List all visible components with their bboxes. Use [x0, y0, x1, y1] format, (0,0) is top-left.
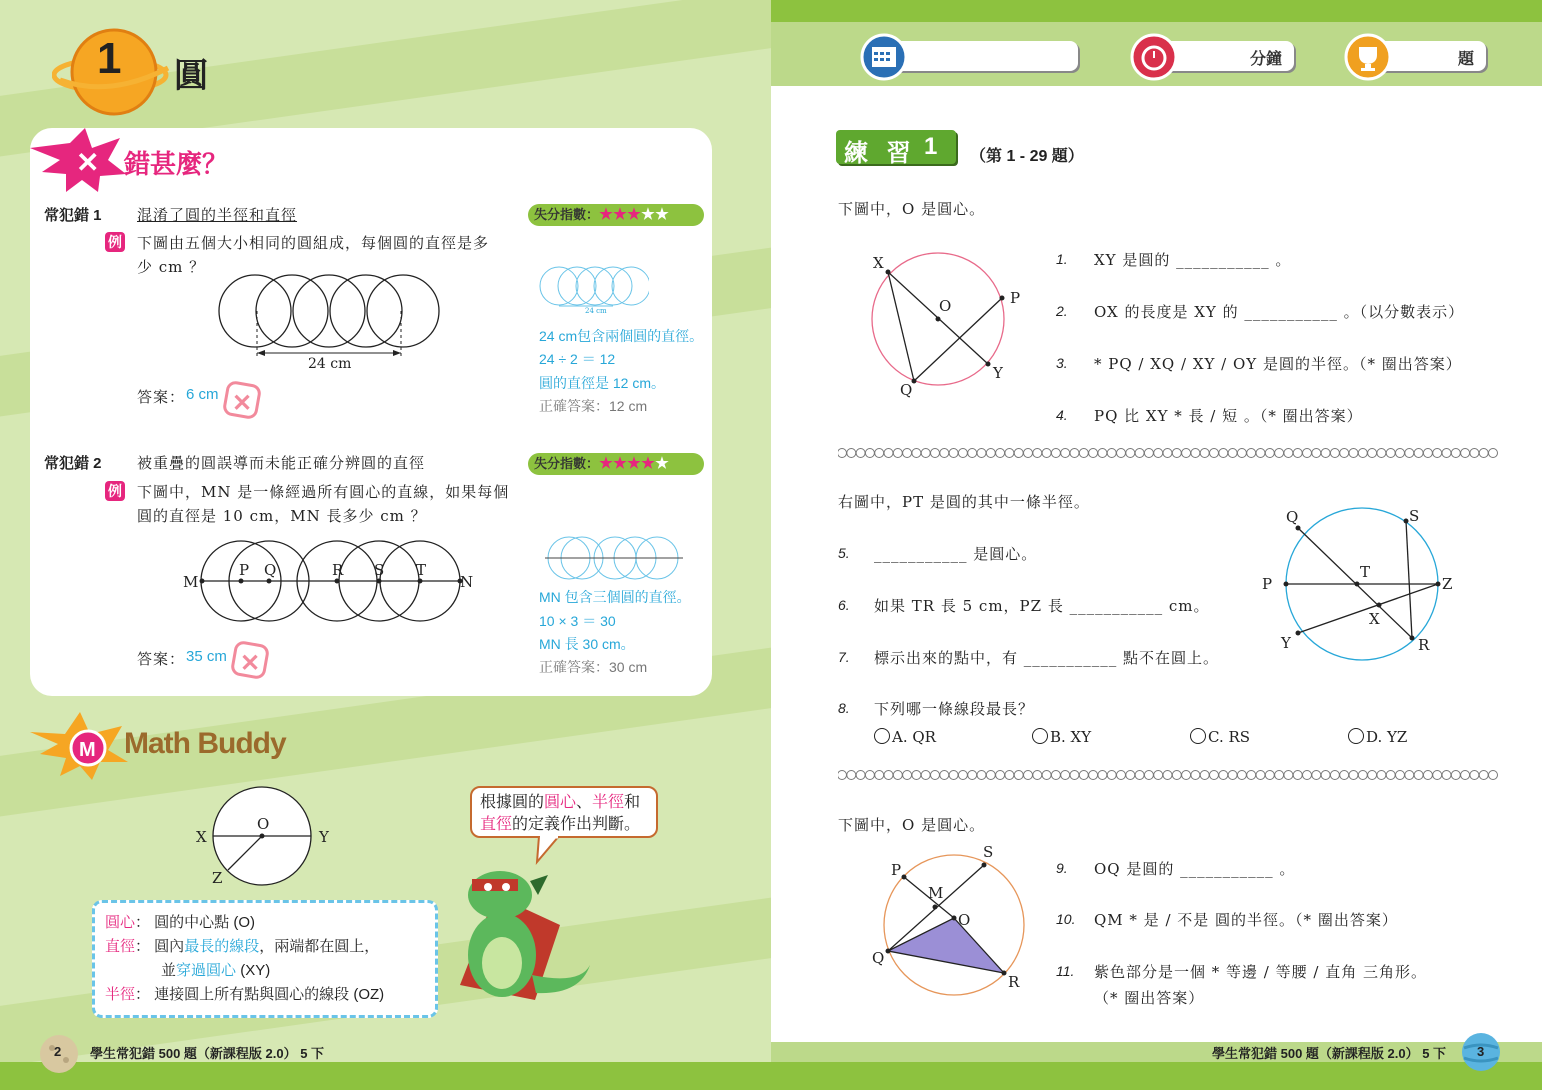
- question-number: 1.: [1056, 251, 1068, 267]
- circle-figure-1: [866, 248, 1011, 393]
- label-o: O: [958, 911, 971, 929]
- label-z: Z: [1442, 575, 1453, 593]
- radio-button[interactable]: [1032, 728, 1048, 744]
- question-number: 4.: [1056, 407, 1068, 423]
- circle-z-label: Z: [212, 869, 223, 887]
- question-5[interactable]: ___________ 是圓心。: [874, 545, 1038, 563]
- question-number: 11.: [1056, 963, 1075, 979]
- error2-explain2: 10 × 3 ＝ 30: [539, 613, 616, 629]
- error2-label: 常犯錯 2: [44, 455, 102, 472]
- rating-stars: [599, 456, 669, 471]
- circle-center-label: O: [257, 815, 270, 833]
- trophy-icon: [1344, 33, 1392, 81]
- definition-text: (XY): [236, 962, 271, 979]
- error1-explain2: 24 ÷ 2 ＝ 12: [539, 351, 616, 367]
- question-2[interactable]: OX 的長度是 XY 的 ___________ 。（以分數表示）: [1094, 303, 1465, 321]
- label-s: S: [1409, 507, 1420, 525]
- section-divider: [838, 768, 1498, 782]
- hint-speech-bubble: [470, 786, 658, 838]
- star-empty-icon: ★: [655, 206, 669, 223]
- term-diameter: 直徑: [105, 938, 136, 955]
- error2-explain1: MN 包含三個圓的直徑。: [539, 589, 691, 605]
- bubble-text: 根據圓的: [480, 794, 545, 811]
- calendar-icon: [860, 33, 908, 81]
- footer-text: 學生常犯錯 500 題（新課程版 2.0） 5 下: [1212, 1046, 1447, 1061]
- error1-question-line2: 少 cm ？: [137, 258, 206, 276]
- answer-label: 答案：: [137, 650, 186, 668]
- question-number: 9.: [1056, 860, 1068, 876]
- answer-label: 答案：: [137, 388, 186, 406]
- question-number: 2.: [1056, 303, 1068, 319]
- error1-explain1: 24 cm包含兩個圓的直徑。: [539, 328, 704, 344]
- question-number: 6.: [838, 597, 850, 613]
- svg-text:✕: ✕: [240, 650, 261, 677]
- definition-text: ： 圓的中心點 (O): [135, 914, 256, 931]
- top-bar: [771, 0, 1542, 22]
- svg-text:M: M: [79, 739, 96, 761]
- label-p: P: [1010, 289, 1021, 307]
- question-9[interactable]: OQ 是圓的 ___________ 。: [1094, 860, 1296, 878]
- option-label: D. YZ: [1366, 728, 1408, 746]
- error2-rating: [528, 453, 704, 475]
- label-m: M: [928, 884, 944, 902]
- term-radius: 半徑: [105, 986, 136, 1003]
- radio-button[interactable]: [874, 728, 890, 744]
- rating-stars: [599, 207, 669, 222]
- bubble-term: 圓心: [544, 794, 577, 811]
- footer-text: 學生常犯錯 500 題（新課程版 2.0） 5 下: [90, 1046, 325, 1061]
- point-label: N: [460, 573, 474, 591]
- error2-title: 被重疊的圓誤導而未能正確分辨圓的直徑: [137, 454, 426, 472]
- label-y: Y: [993, 364, 1003, 382]
- mini-measure-label: 24 cm: [585, 307, 607, 315]
- star-filled-icon: ★: [641, 455, 655, 472]
- definition-highlight: 最長的線段: [184, 938, 260, 955]
- star-filled-icon: ★: [627, 206, 641, 223]
- error2-explain3: MN 長 30 cm。: [539, 636, 635, 652]
- star-empty-icon: ★: [641, 206, 655, 223]
- label-y: Y: [1281, 634, 1291, 652]
- option-b[interactable]: [1032, 728, 1091, 746]
- error1-question-line1: 下圖由五個大小相同的圓組成，每個圓的直徑是多: [137, 234, 490, 252]
- label-p: P: [891, 861, 902, 879]
- point-label: P: [239, 561, 250, 579]
- footer-bar: [771, 1062, 1542, 1090]
- option-label: B. XY: [1050, 728, 1092, 746]
- question-number: 10.: [1056, 911, 1076, 927]
- question-10[interactable]: QM * 是 / 不是 圓的半徑。（* 圈出答案）: [1094, 911, 1398, 929]
- practice-range: （第 1 - 29 題）: [970, 148, 1084, 165]
- term-center: 圓心: [105, 914, 136, 931]
- chapter-number: 1: [97, 34, 122, 83]
- label-r: R: [1008, 973, 1020, 991]
- label-o: O: [939, 297, 952, 315]
- star-filled-icon: ★: [627, 455, 641, 472]
- definition-text: ： 圓內: [135, 938, 185, 955]
- error1-explain3: 圓的直徑是 12 cm。: [539, 375, 666, 391]
- dinosaur-mascot-icon: [440, 855, 600, 1015]
- question-3[interactable]: * PQ / XQ / XY / OY 是圓的半徑。（* 圈出答案）: [1094, 355, 1462, 373]
- label-x: X: [873, 254, 884, 272]
- error2-question-line1: 下圖中，MN 是一條經過所有圓心的直線，如果每個: [137, 483, 510, 501]
- point-label: S: [374, 561, 385, 579]
- question-6[interactable]: 如果 TR 長 5 cm，PZ 長 ___________ cm。: [874, 597, 1210, 615]
- math-buddy-badge-icon: [30, 712, 130, 780]
- wrong-mark-icon: [222, 380, 262, 420]
- bubble-text: 、: [576, 794, 593, 811]
- question-8: 下列哪一條線段最長？: [874, 700, 1035, 718]
- timer-icon: [1130, 33, 1178, 81]
- bubble-text: 的定義作出判斷。: [512, 816, 641, 833]
- bubble-term: 直徑: [480, 816, 513, 833]
- intro-1: 下圖中，O 是圓心。: [838, 200, 986, 218]
- label-t: T: [1360, 563, 1371, 581]
- bubble-text: 和: [624, 794, 641, 811]
- label-q: Q: [872, 949, 885, 967]
- error2-answer: 35 cm: [186, 648, 227, 665]
- wrong-mark-icon: [230, 640, 270, 680]
- buddy-title: Math Buddy: [124, 727, 286, 760]
- circle-y-label: Y: [319, 828, 329, 846]
- error1-title: 混淆了圓的半徑和直徑: [137, 206, 298, 224]
- question-11[interactable]: 紫色部分是一個 * 等邊 / 等腰 / 直角 三角形。: [1094, 963, 1427, 981]
- star-filled-icon: ★: [599, 455, 613, 472]
- label-s: S: [983, 843, 994, 861]
- error1-label: 常犯錯 1: [44, 207, 102, 224]
- error1-answer: 6 cm: [186, 386, 219, 403]
- svg-text:✕: ✕: [76, 147, 100, 178]
- option-a[interactable]: [874, 728, 936, 746]
- option-label: A. QR: [892, 728, 936, 746]
- chapter-title: 圓: [174, 57, 208, 95]
- point-label: T: [416, 561, 427, 579]
- definition-center: [105, 911, 255, 932]
- date-field[interactable]: [884, 41, 1078, 71]
- circle-x-label: X: [196, 828, 207, 846]
- question-4[interactable]: PQ 比 XY * 長 / 短 。（* 圈出答案）: [1094, 407, 1363, 425]
- option-label: C. RS: [1208, 728, 1251, 746]
- overlapping-circles-figure: [180, 535, 480, 630]
- rating-label: 失分指數：: [534, 207, 600, 222]
- definition-text: ，兩端都在圓上，: [259, 938, 380, 955]
- measure-label: 24 cm: [308, 356, 352, 372]
- label-q: Q: [900, 381, 913, 399]
- bubble-term: 半徑: [592, 794, 625, 811]
- page-number: 2: [54, 1044, 62, 1059]
- definition-diameter-line2: [161, 959, 270, 980]
- label-r: R: [1418, 636, 1430, 654]
- star-filled-icon: ★: [613, 206, 627, 223]
- definition-radius: [105, 983, 384, 1004]
- questions-label: 題: [1457, 51, 1474, 68]
- svg-text:✕: ✕: [232, 390, 253, 417]
- option-d[interactable]: [1348, 728, 1407, 746]
- error2-correct: 正確答案：30 cm: [539, 659, 648, 675]
- radio-button[interactable]: [1348, 728, 1364, 744]
- example-badge: 例: [105, 232, 125, 252]
- star-empty-icon: ★: [655, 455, 669, 472]
- definition-text: ： 連接圓上所有點與圓心的線段 (OZ): [135, 986, 385, 1003]
- point-label: M: [183, 573, 199, 591]
- definitions-box: [92, 900, 438, 1018]
- point-label: Q: [264, 561, 277, 579]
- minutes-label: 分鐘: [1249, 51, 1282, 68]
- label-p: P: [1262, 575, 1273, 593]
- rating-label: 失分指數：: [534, 456, 600, 471]
- error2-question-line2: 圓的直徑是 10 cm，MN 長多少 cm ？: [137, 507, 427, 525]
- star-filled-icon: ★: [599, 206, 613, 223]
- point-label: R: [332, 561, 344, 579]
- practice-label: 練 習: [844, 140, 917, 167]
- cross-burst-icon: [30, 128, 130, 194]
- intro-3: 下圖中，O 是圓心。: [838, 816, 986, 834]
- question-number: 3.: [1056, 355, 1068, 371]
- radio-button[interactable]: [1190, 728, 1206, 744]
- buddy-circle-figure: [210, 785, 320, 895]
- question-7[interactable]: 標示出來的點中，有 ___________ 點不在圓上。: [874, 649, 1220, 667]
- definition-text: 並: [161, 962, 177, 979]
- error1-correct: 正確答案：12 cm: [539, 398, 648, 414]
- question-number: 7.: [838, 649, 850, 665]
- intro-2: 右圖中，PT 是圓的其中一條半徑。: [838, 493, 1090, 511]
- example-badge: 例: [105, 481, 125, 501]
- star-filled-icon: ★: [613, 455, 627, 472]
- question-11-note: （* 圈出答案）: [1094, 989, 1205, 1007]
- error1-rating: [528, 204, 704, 226]
- question-number: 8.: [838, 700, 850, 716]
- option-c[interactable]: [1190, 728, 1250, 746]
- practice-number: 1: [924, 133, 938, 160]
- label-q: Q: [1286, 508, 1299, 526]
- section-divider: [838, 446, 1498, 460]
- label-x: X: [1369, 610, 1380, 628]
- question-number: 5.: [838, 545, 850, 561]
- definition-diameter: [105, 935, 379, 956]
- section-title: 錯甚麼？: [124, 149, 229, 179]
- question-1[interactable]: XY 是圓的 ___________ 。: [1094, 251, 1292, 269]
- mini-overlapping-circles-figure: [537, 534, 697, 584]
- definition-highlight: 穿過圓心: [176, 962, 237, 979]
- page-number: 3: [1477, 1044, 1485, 1059]
- footer-bar: [0, 1062, 771, 1090]
